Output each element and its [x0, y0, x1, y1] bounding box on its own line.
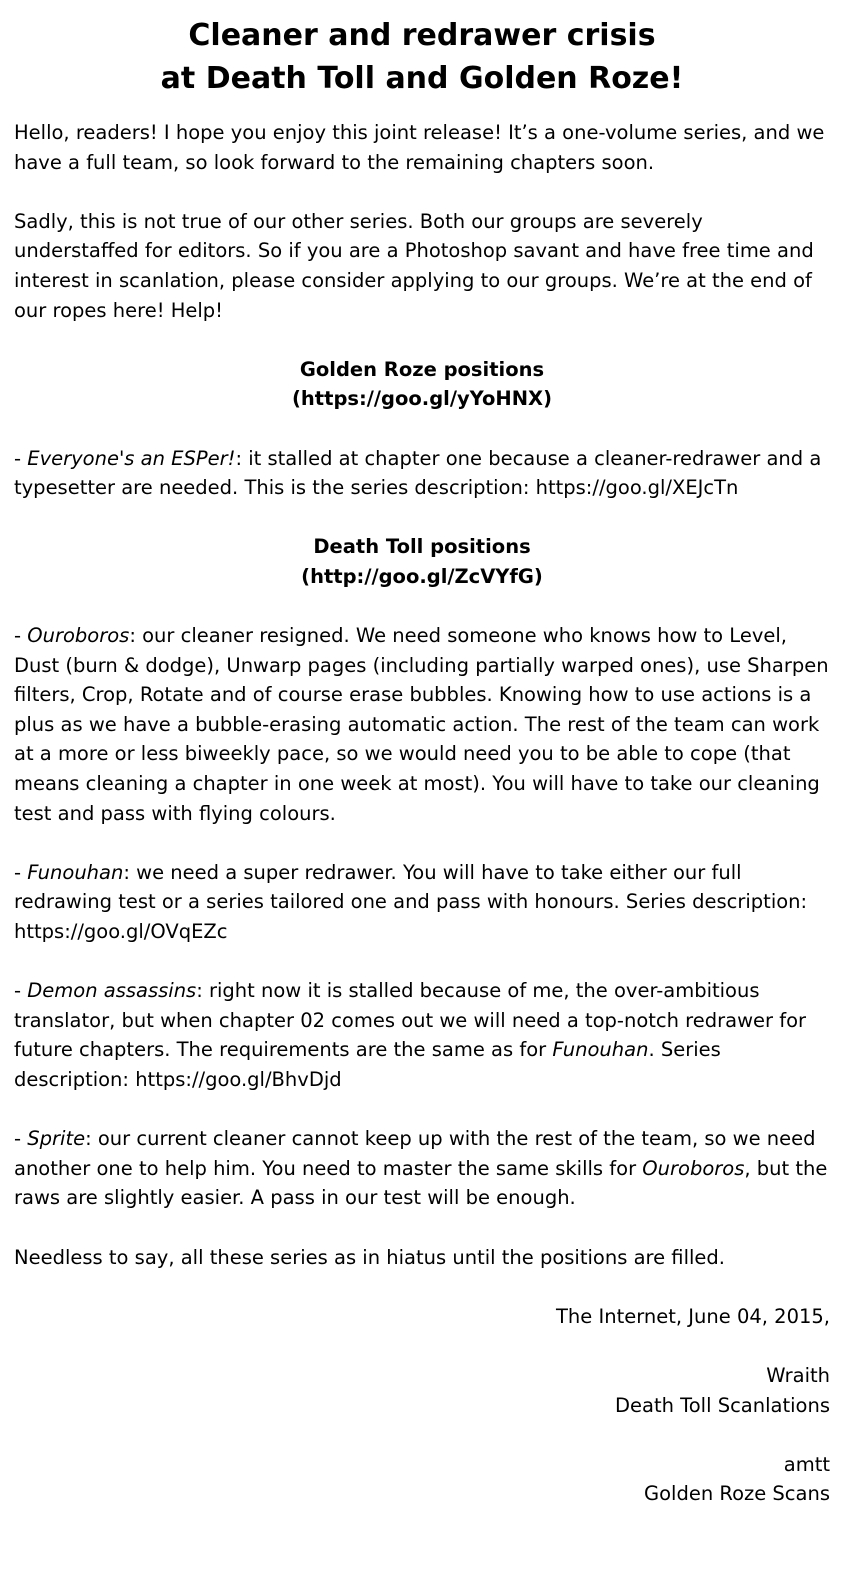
dateline	[14, 1302, 830, 1332]
golden-roze-heading-title: Golden Roze positions	[299, 357, 545, 381]
closing-paragraph: Needless to say, all these series as in hiatus until the positions are filled.	[14, 1245, 725, 1269]
signature-name: amtt	[783, 1452, 830, 1476]
signature-death-toll	[14, 1361, 830, 1420]
item-text: : our current cleaner cannot keep up with the rest of the team, so we need another one to help him. You need to master the same skills for	[14, 1127, 816, 1180]
item-prefix: -	[14, 860, 28, 884]
death-toll-heading	[14, 532, 830, 591]
item-prefix: -	[14, 446, 28, 470]
item-prefix: -	[14, 624, 28, 648]
series-title-reference: Funouhan	[552, 1038, 649, 1062]
appeal-paragraph: Sadly, this is not true of our other series. Both our groups are severely understaffed for editors. So if you are a Photoshop savant and have free time and interest in scanlation, please consider applying to our groups. We’re at the end of our ropes here! Help!	[14, 209, 814, 322]
position-ouroboros	[14, 621, 830, 828]
signature-golden-roze	[14, 1450, 830, 1509]
series-title: Demon assassins	[27, 979, 197, 1003]
intro-paragraph: Hello, readers! I hope you enjoy this joint release! It’s a one-volume series, and we have a full team, so look forward to the remaining chapters soon.	[14, 121, 825, 174]
title-line-2: at Death Toll and Golden Roze!	[160, 61, 684, 96]
signature-group: Death Toll Scanlations	[614, 1393, 830, 1417]
series-title: Everyone's an ESPer!	[27, 446, 236, 470]
series-title-reference: Ouroboros	[642, 1156, 745, 1180]
announcement-page	[14, 14, 830, 1509]
title-line-1: Cleaner and redrawer crisis	[188, 18, 656, 53]
signature-group: Golden Roze Scans	[644, 1482, 830, 1506]
series-title: Ouroboros	[27, 624, 130, 648]
item-text: : right now it is stalled because of me, the over-ambitious translator, but when chapter 02 comes out we will need a top-notch redrawer for future chapters. The requirements are the same as for	[14, 979, 807, 1062]
item-prefix: -	[14, 1127, 28, 1151]
position-funouhan	[14, 858, 830, 947]
position-everyones-an-esper	[14, 444, 830, 503]
page-title	[14, 14, 830, 100]
series-title: Sprite	[27, 1127, 86, 1151]
golden-roze-heading	[14, 355, 830, 414]
series-title: Funouhan	[27, 860, 124, 884]
dateline-text: The Internet, June 04, 2015,	[556, 1304, 830, 1328]
golden-roze-heading-link: (https://goo.gl/yYoHNX)	[292, 387, 552, 411]
position-demon-assassins	[14, 976, 830, 1094]
death-toll-heading-title: Death Toll positions	[313, 535, 531, 559]
death-toll-heading-link: (http://goo.gl/ZcVYfG)	[301, 564, 543, 588]
position-sprite	[14, 1124, 830, 1213]
item-text-continued: , but the raws are slightly easier. A pass in our test will be enough.	[14, 1156, 828, 1210]
signature-name: Wraith	[766, 1363, 830, 1387]
item-text-continued: . Series description: https://goo.gl/BhvDjd	[14, 1038, 721, 1091]
item-text: : our cleaner resigned. We need someone who knows how to Level, Dust (burn & dodge), Unwarp pages (including partially warped ones), use Sharpen filters, Crop, Rotate and of course erase bubbles. Knowing how to use actions is a plus as we have a bubble-erasing automatic action. The rest of the team can work at a more or less biweekly pace, so we would need you to be able to cope (that means cleaning a chapter in one week at most). You will have to take our cleaning test and pass with flying colours.	[14, 624, 829, 825]
item-text: : we need a super redrawer. You will have to take either our full redrawing test or a series tailored one and pass with honours. Series description: https://goo.gl/OVqEZc	[14, 860, 808, 944]
item-text: : it stalled at chapter one because a cleaner-redrawer and a typesetter are needed. This is the series description: https://goo.gl/XEJcTn	[14, 446, 822, 500]
item-prefix: -	[14, 979, 28, 1003]
